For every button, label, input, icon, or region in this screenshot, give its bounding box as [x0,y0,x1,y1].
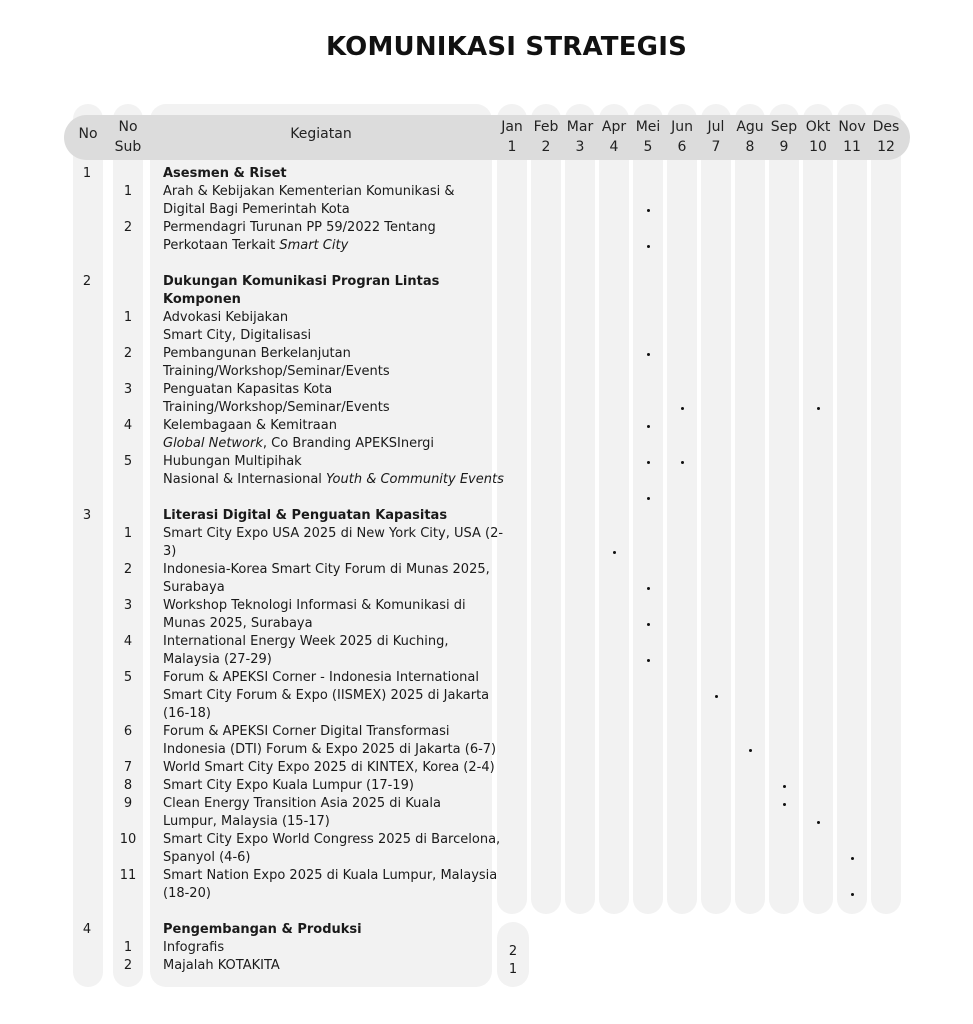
schedule-mark [715,695,718,698]
text-segment: Digital Bagi Pemerintah Kota [163,202,350,217]
row-no: 3 [82,508,92,523]
section-heading [163,507,447,525]
row-no-sub: 11 [119,868,137,883]
row-no-sub: 1 [123,310,133,325]
header-month-9: Sep [770,119,798,135]
row-no-sub: 1 [123,526,133,541]
header-no-sub: No [118,119,138,135]
row-no-sub: 3 [123,598,133,613]
header-no: No [78,126,98,142]
text-segment: Forum & APEKSI Corner Digital Transformasi [163,724,450,739]
activity-text [163,597,466,615]
activity-text [163,849,250,867]
header-month-num-12: 12 [877,139,895,155]
column-month-11 [837,104,867,914]
activity-text [163,345,351,363]
text-segment: Clean Energy Transition Asia 2025 di Kuala [163,796,441,811]
schedule-mark [647,425,650,428]
schedule-mark [783,803,786,806]
activity-text [163,795,441,813]
row-no-sub: 8 [123,778,133,793]
activity-text [163,669,479,687]
activity-text [163,201,350,219]
section-heading [163,921,362,939]
text-segment: International Energy Week 2025 di Kuching, [163,634,449,649]
text-segment: Perkotaan Terkait [163,238,280,253]
row-no: 4 [82,922,92,937]
schedule-mark [817,821,820,824]
header-kegiatan: Kegiatan [290,126,352,142]
section-heading [163,165,287,183]
text-segment: Surabaya [163,580,225,595]
header-month-num-10: 10 [809,139,827,155]
italic-text: Global Network [163,436,263,451]
row-no: 1 [82,166,92,181]
text-segment: Infografis [163,940,225,955]
column-no [73,104,103,987]
schedule-mark [783,785,786,788]
text-segment: Training/Workshop/Seminar/Events [163,400,390,415]
column-month-4 [599,104,629,914]
header-month-num-7: 7 [711,139,721,155]
text-segment: Lumpur, Malaysia (15-17) [163,814,330,829]
activity-text [163,399,390,417]
header-month-num-3: 3 [575,139,585,155]
schedule-mark [647,497,650,500]
activity-text [163,831,500,849]
header-month-num-5: 5 [643,139,653,155]
italic-text: Smart City [279,238,349,253]
text-segment: Munas 2025, Surabaya [163,616,313,631]
section-heading [163,291,241,309]
activity-text [163,543,176,561]
header-month-11: Nov [838,119,866,135]
text-segment: Arah & Kebijakan Kementerian Komunikasi & [163,184,455,199]
row-no-sub: 2 [123,958,133,973]
activity-text [163,939,224,957]
activity-text [163,525,503,543]
activity-text [163,777,414,795]
text-segment: Indonesia-Korea Smart City Forum di Munas 2025, [163,562,490,577]
header-month-1: Jan [501,119,523,135]
schedule-mark [613,551,616,554]
text-segment: Smart City Expo Kuala Lumpur (17-19) [163,778,414,793]
activity-text [163,561,490,579]
bold-text: Pengembangan & Produksi [163,922,362,937]
activity-text [163,363,390,381]
text-segment: Workshop Teknologi Informasi & Komunikasi di [163,598,466,613]
column-month-5 [633,104,663,914]
text-segment: , Co Branding APEKSInergi [262,436,435,451]
header-month-12: Des [872,119,900,135]
activity-text [163,885,211,903]
text-segment: Kelembagaan & Kemitraan [163,418,337,433]
text-segment: 3) [163,544,177,559]
header-month-6: Jun [671,119,693,135]
row-no-sub: 4 [123,634,133,649]
bold-text: Asesmen & Riset [163,166,287,181]
section-heading [163,273,439,291]
column-month-2 [531,104,561,914]
activity-text [163,417,337,435]
column-month-8 [735,104,765,914]
row-no-sub: 2 [123,346,133,361]
schedule-mark [681,461,684,464]
header-month-5: Mei [635,119,661,135]
header-month-3: Mar [566,119,594,135]
schedule-mark [647,209,650,212]
activity-text [163,327,311,345]
row-no-sub: 9 [123,796,133,811]
text-segment: Advokasi Kebijakan [163,310,289,325]
text-segment: World Smart City Expo 2025 di KINTEX, Korea (2-4) [163,760,495,775]
bold-text: Komponen [163,292,241,307]
row-no: 2 [82,274,92,289]
column-month-6 [667,104,697,914]
column-month-1 [497,104,527,914]
text-segment: Smart City Forum & Expo (IISMEX) 2025 di Jakarta [163,688,490,703]
text-segment: Hubungan Multipihak [163,454,302,469]
activity-text [163,741,496,759]
row-no-sub: 4 [123,418,133,433]
text-segment: Permendagri Turunan PP 59/2022 Tentang [163,220,436,235]
text-segment: Nasional & Internasional [163,472,327,487]
activity-text [163,219,436,237]
row-no-sub: 10 [119,832,137,847]
schedule-mark [851,893,854,896]
row-no-sub: 7 [123,760,133,775]
activity-text [163,309,288,327]
activity-text [163,435,434,453]
row-no-sub: 6 [123,724,133,739]
text-segment: Malaysia (27-29) [163,652,272,667]
text-segment: (18-20) [163,886,211,901]
header-month-num-6: 6 [677,139,687,155]
row-no-sub: 2 [123,220,133,235]
column-month-10 [803,104,833,914]
text-segment: Smart City Expo World Congress 2025 di Barcelona, [163,832,501,847]
row-no-sub: 5 [123,454,133,469]
text-segment: Penguatan Kapasitas Kota [163,382,333,397]
bold-text: Literasi Digital & Penguatan Kapasitas [163,508,448,523]
schedule-mark [647,353,650,356]
row-no-sub: 3 [123,382,133,397]
column-month-12 [871,104,901,914]
header-month-num-8: 8 [745,139,755,155]
text-segment: Smart Nation Expo 2025 di Kuala Lumpur, Malaysia [163,868,498,883]
text-segment: Smart City, Digitalisasi [163,328,312,343]
schedule-mark [647,245,650,248]
activity-text [163,867,497,885]
activity-text [163,759,495,777]
text-segment: Training/Workshop/Seminar/Events [163,364,390,379]
schedule-mark [681,407,684,410]
header-month-num-9: 9 [779,139,789,155]
header-month-7: Jul [707,119,725,135]
activity-text [163,633,448,651]
header-month-4: Apr [601,119,627,135]
column-month-3 [565,104,595,914]
column-month-9 [769,104,799,914]
activity-text [163,237,348,255]
header-month-2: Feb [533,119,559,135]
row-no-sub: 1 [123,940,133,955]
activity-text [163,687,489,705]
jan-value: 1 [508,962,518,977]
activity-text [163,471,504,489]
header-month-8: Agu [736,119,764,135]
text-segment: Majalah KOTAKITA [163,958,280,973]
text-segment: Indonesia (DTI) Forum & Expo 2025 di Jakarta (6-7) [163,742,497,757]
activity-text [163,381,332,399]
activity-text [163,957,280,975]
italic-text: Youth & Community Events [326,472,504,487]
activity-text [163,579,225,597]
activity-text [163,453,302,471]
schedule-mark [647,587,650,590]
schedule-mark [851,857,854,860]
activity-text [163,813,330,831]
header-month-num-11: 11 [843,139,861,155]
header-no-sub-2: Sub [114,139,142,155]
header-month-num-4: 4 [609,139,619,155]
schedule-mark [647,659,650,662]
header-month-10: Okt [805,119,831,135]
text-segment: Pembangunan Berkelanjutan [163,346,351,361]
bold-text: Dukungan Komunikasi Progran Lintas [163,274,440,289]
column-month-7 [701,104,731,914]
text-segment: Smart City Expo USA 2025 di New York City, USA (2- [163,526,504,541]
activity-text [163,615,313,633]
activity-text [163,723,449,741]
text-segment: Forum & APEKSI Corner - Indonesia International [163,670,479,685]
jan-value: 2 [508,944,518,959]
activity-text [163,705,211,723]
row-no-sub: 2 [123,562,133,577]
schedule-mark [749,749,752,752]
page-title: KOMUNIKASI STRATEGIS [325,32,688,62]
activity-text [163,183,454,201]
row-no-sub: 1 [123,184,133,199]
schedule-mark [647,461,650,464]
header-month-num-2: 2 [541,139,551,155]
text-segment: (16-18) [163,706,211,721]
schedule-mark [817,407,820,410]
schedule-mark [647,623,650,626]
text-segment: Spanyol (4-6) [163,850,251,865]
row-no-sub: 5 [123,670,133,685]
activity-text [163,651,272,669]
header-month-num-1: 1 [507,139,517,155]
